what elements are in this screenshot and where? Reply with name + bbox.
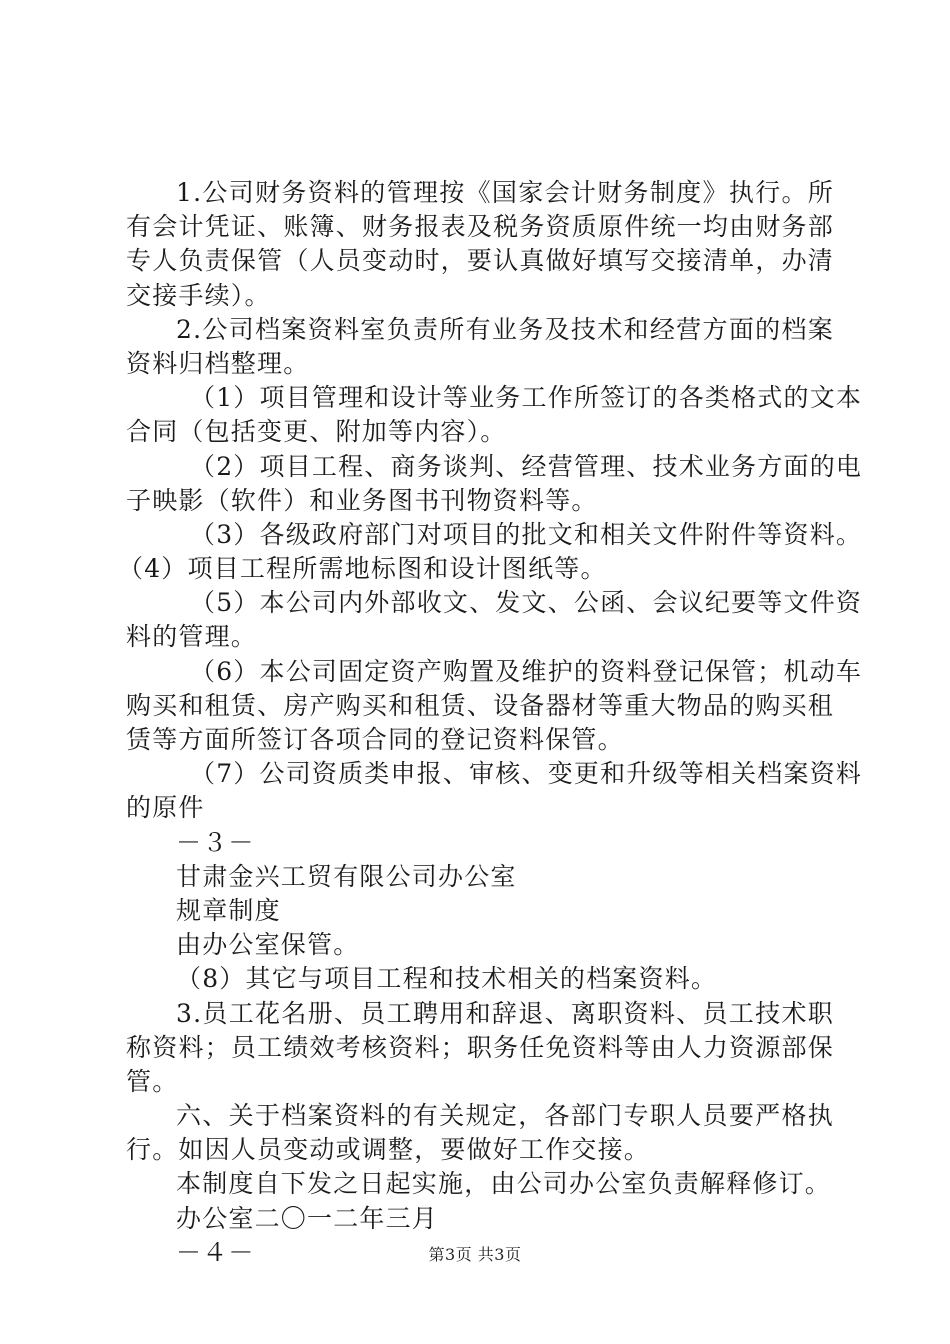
paragraph-line: 称资料；员工绩效考核资料；职务任免资料等由人力资源部保 xyxy=(126,1032,834,1062)
paragraph-line: 购买和租赁、房产购买和租赁、设备器材等重大物品的购买租 xyxy=(126,690,834,720)
paragraph-line: （5）本公司内外部收文、发文、公函、会议纪要等文件资 xyxy=(190,588,863,618)
paragraph-line: 六、关于档案资料的有关规定，各部门专职人员要严格执 xyxy=(176,1101,834,1131)
paragraph-line: 管。 xyxy=(126,1066,179,1096)
paragraph-line: （1）项目管理和设计等业务工作所签订的各类格式的文本 xyxy=(190,383,863,413)
paragraph-line: 有会计凭证、账簿、财务报表及税务资质原件统一均由财务部 xyxy=(126,212,834,242)
organization-name: 甘肃金兴工贸有限公司办公室 xyxy=(176,861,517,891)
paragraph-line: 赁等方面所签订各项合同的登记资料保管。 xyxy=(126,725,624,754)
paragraph-line: （7）公司资质类申报、审核、变更和升级等相关档案资料 xyxy=(190,759,863,789)
page-number-marker: －４－ xyxy=(176,1237,255,1267)
paragraph-line: 2.公司档案资料室负责所有业务及技术和经营方面的档案 xyxy=(176,314,834,344)
paragraph-line: （8）其它与项目工程和技术相关的档案资料。 xyxy=(176,964,718,994)
paragraph-line: 1.公司财务资料的管理按《国家会计财务制度》执行。所 xyxy=(176,178,834,207)
paragraph-line: 合同（包括变更、附加等内容）。 xyxy=(126,417,507,447)
document-body xyxy=(118,176,863,1270)
document-subtitle: 规章制度 xyxy=(176,895,281,925)
paragraph-line: 资料归档整理。 xyxy=(126,348,310,378)
paragraph-line: （4）项目工程所需地标图和设计图纸等。 xyxy=(118,554,607,584)
paragraph-line: （2）项目工程、商务谈判、经营管理、技术业务方面的电 xyxy=(190,451,863,481)
paragraph-line: （3）各级政府部门对项目的批文和相关文件附件等资料。 xyxy=(190,519,863,549)
paragraph-line: 3.员工花名册、员工聘用和辞退、离职资料、员工技术职 xyxy=(176,998,834,1028)
paragraph-line: 专人负责保管（人员变动时，要认真做好填写交接清单，办清 xyxy=(126,246,834,276)
signature-date: 办公室二〇一二年三月 xyxy=(176,1203,439,1233)
paragraph-line: 行。如因人员变动或调整，要做好工作交接。 xyxy=(126,1135,651,1165)
page-number-marker: －３－ xyxy=(176,827,255,857)
paragraph-line: 本制度自下发之日起实施，由公司办公室负责解释修订。 xyxy=(176,1169,832,1199)
paragraph-line: 料的管理。 xyxy=(126,622,258,652)
paragraph-line: 交接手续）。 xyxy=(126,280,271,310)
paragraph-line: （6）本公司固定资产购置及维护的资料登记保管；机动车 xyxy=(190,656,863,686)
page-footer: 第3页 共3页 xyxy=(428,1245,522,1264)
paragraph-line: 的原件 xyxy=(126,793,205,823)
paragraph-line: 子映影（软件）和业务图书刊物资料等。 xyxy=(126,485,598,515)
paragraph-line: 由办公室保管。 xyxy=(176,930,360,960)
